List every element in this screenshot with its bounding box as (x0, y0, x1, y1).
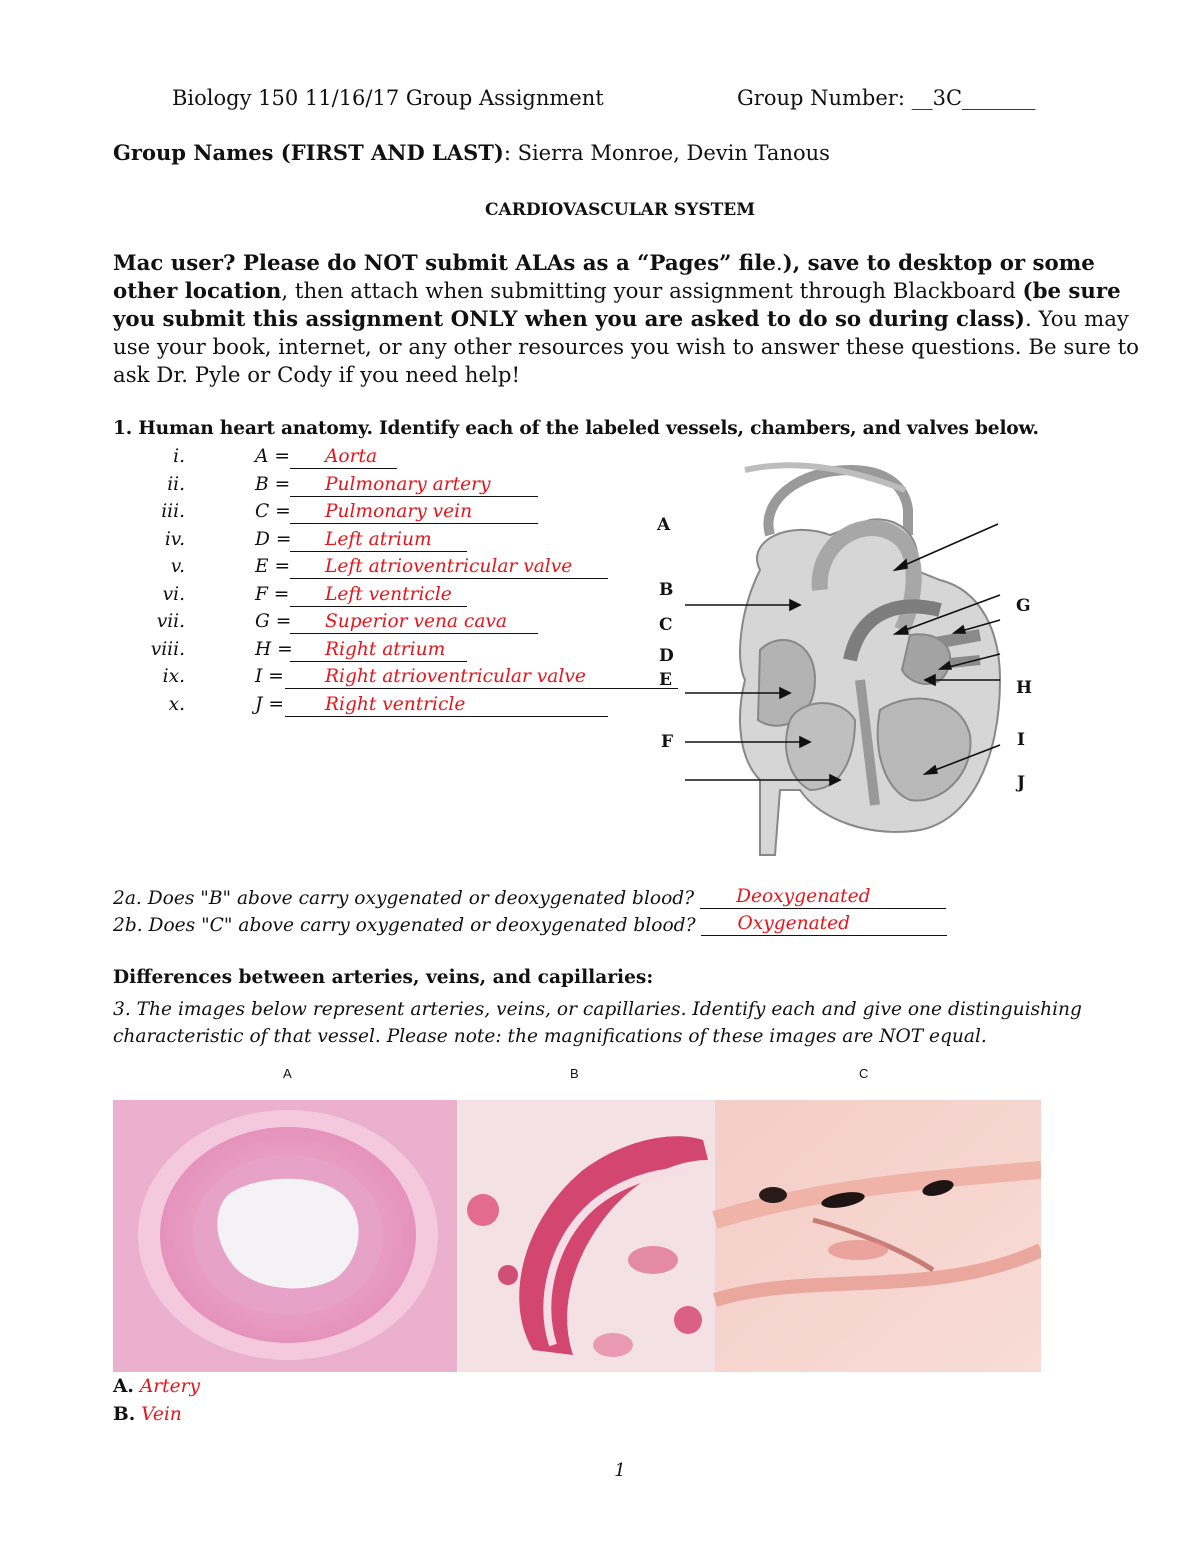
vessel-answer-b (113, 1404, 182, 1425)
micrographs (113, 1100, 1041, 1372)
answer-blank (290, 446, 397, 469)
answer-value: Left atrium (325, 529, 432, 550)
question-2a (113, 886, 946, 909)
group-number (737, 86, 1036, 110)
answer-blank (290, 584, 467, 607)
instructions-bold-1: Mac user? Please do NOT submit ALAs as a “Pages” file (113, 251, 776, 276)
answer-value: Pulmonary artery (325, 474, 491, 495)
image-label-b: B (570, 1066, 579, 1081)
answer-value: Left ventricle (325, 584, 452, 605)
question-3-text: 3. The images below represent arteries, veins, or capillaries. Identify each and give one distinguishing characteristic of that vessel. Please note: the magnifications of these images are NOT equal. (113, 999, 1082, 1047)
diagram-label-e: E (659, 670, 672, 690)
micrograph-strip (113, 1100, 1041, 1372)
group-names (113, 140, 830, 165)
group-names-label: Group Names (FIRST AND LAST) (113, 140, 504, 165)
header-line (172, 86, 1036, 110)
heart-illustration (640, 460, 1050, 860)
answer-value: Right atrioventricular valve (325, 666, 586, 687)
answer-value: Pulmonary vein (325, 501, 473, 522)
vessel-answer-value: Vein (141, 1404, 182, 1425)
answer-blank (285, 666, 678, 689)
answer-roman: x. (168, 694, 185, 715)
answer-roman: vii. (156, 611, 185, 632)
question-2a-blank (700, 886, 946, 909)
answer-roman: v. (170, 556, 185, 577)
answer-blank (290, 556, 608, 579)
section-title: CARDIOVASCULAR SYSTEM (484, 200, 756, 220)
answer-roman: i. (173, 446, 185, 467)
diagram-label-j: J (1017, 773, 1026, 793)
answer-roman: vi. (162, 584, 185, 605)
diagram-label-i: I (1017, 730, 1025, 750)
diagram-label-c: C (659, 615, 673, 635)
diagram-label-b: B (659, 580, 674, 600)
answer-roman: iii. (161, 501, 185, 522)
diagram-label-a: A (657, 515, 671, 535)
question-2b (113, 913, 947, 936)
group-number-label: Group Number: (737, 86, 905, 110)
vessel-differences-heading: Differences between arteries, veins, and capillaries: (113, 967, 654, 988)
answer-roman: ix. (162, 666, 185, 687)
answer-letter: E = (255, 556, 291, 577)
diagram-label-f: F (661, 732, 674, 752)
group-names-value: : Sierra Monroe, Devin Tanous (503, 141, 830, 165)
answer-roman: viii. (150, 639, 185, 660)
capillary-micrograph (715, 1100, 1041, 1372)
answer-value: Aorta (325, 446, 378, 467)
answer-blank (290, 501, 538, 524)
question-2b-answer: Oxygenated (737, 913, 851, 934)
answer-roman: ii. (167, 474, 185, 495)
diagram-label-g: G (1016, 596, 1031, 616)
instructions-plain-3: . You may use your book, internet, or any other resources you wish to answer these questions. Be sure to ask Dr. Pyle or Cody if you need help! (113, 307, 1139, 388)
image-label-a: A (283, 1066, 292, 1081)
vein-micrograph (457, 1100, 715, 1372)
answer-blank (290, 474, 538, 497)
answer-letter: F = (255, 584, 290, 605)
question-2b-text: 2b. Does "C" above carry oxygenated or deoxygenated blood? (113, 915, 696, 936)
answer-letter: J = (255, 694, 284, 715)
image-label-c: C (859, 1066, 869, 1081)
course-line: Biology 150 11/16/17 Group Assignment (172, 86, 604, 110)
answer-letter: A = (255, 446, 290, 467)
instructions-bold-3: (be sure you submit this assignment ONLY when you are asked to do so during class) (113, 279, 1121, 332)
answer-value: Left atrioventricular valve (325, 556, 573, 577)
answer-blank (290, 529, 467, 552)
answer-value: Right ventricle (325, 694, 466, 715)
answer-blank (290, 611, 538, 634)
diagram-label-d: D (659, 646, 674, 666)
instructions (113, 250, 1143, 390)
question-2a-text: 2a. Does "B" above carry oxygenated or deoxygenated blood? (113, 888, 695, 909)
question-1-heading: 1. Human heart anatomy. Identify each of the labeled vessels, chambers, and valves below. (113, 418, 1039, 439)
instructions-plain-2: , then attach when submitting your assignment through Blackboard (281, 279, 1023, 304)
heart-diagram (640, 460, 1050, 860)
artery-micrograph (113, 1100, 457, 1372)
group-number-value: __3C_______ (911, 86, 1036, 110)
page-number: 1 (614, 1460, 626, 1481)
diagram-label-h: H (1016, 678, 1033, 698)
answer-value: Right atrium (325, 639, 446, 660)
answer-letter: G = (255, 611, 292, 632)
answer-roman: iv. (164, 529, 185, 550)
vessel-answer-letter: B. (113, 1404, 136, 1425)
answer-letter: I = (255, 666, 284, 687)
vessel-answer-value: Artery (139, 1376, 201, 1397)
answer-letter: D = (255, 529, 292, 550)
question-2b-blank (701, 913, 947, 936)
question-2a-answer: Deoxygenated (736, 886, 871, 907)
vessel-answer-a (113, 1376, 200, 1397)
instructions-bold-2: ), save to desktop or some other location (113, 251, 1095, 304)
vessel-answer-letter: A. (113, 1376, 134, 1397)
answer-blank (290, 639, 467, 662)
answer-letter: B = (255, 474, 291, 495)
instructions-plain-1: . (775, 251, 783, 276)
answer-letter: H = (255, 639, 293, 660)
answer-value: Superior vena cava (325, 611, 508, 632)
answer-letter: C = (255, 501, 291, 522)
answer-blank (285, 694, 608, 717)
